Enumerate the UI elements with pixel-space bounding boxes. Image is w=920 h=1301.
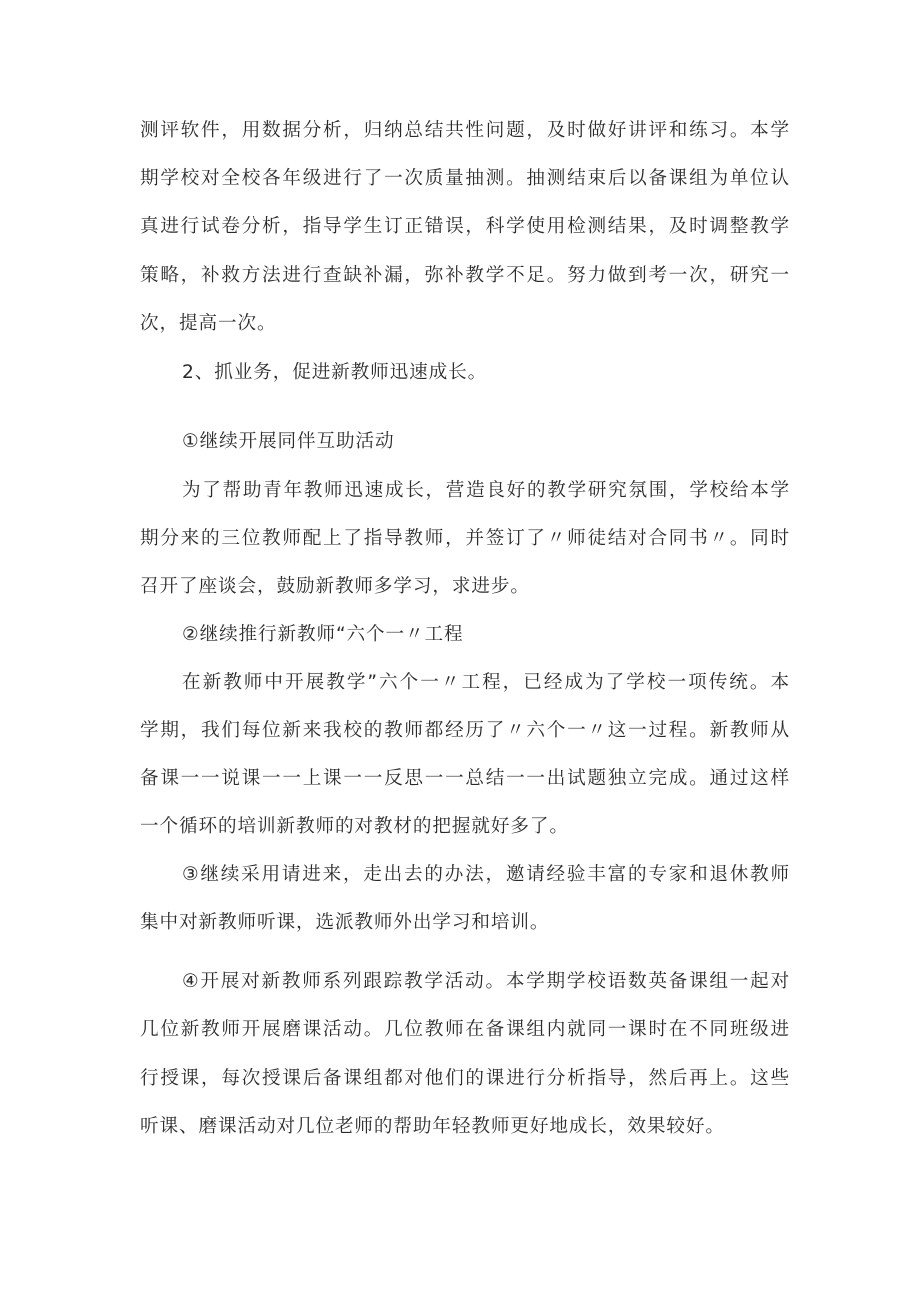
subsection-1-title: ①继续开展同伴互助活动	[182, 431, 395, 452]
subsection-2-line-3: 备课一一说课一一上课一一反思一一总结一一出试题独立完成。通过这样	[140, 768, 790, 789]
subsection-3-line-2: 集中对新教师听课，选派教师外出学习和培训。	[140, 912, 550, 933]
subsection-4-line-1: ④开展对新教师系列跟踪教学活动。本学期学校语数英备课组一起对	[182, 971, 790, 992]
paragraph-1-line-1: 测评软件，用数据分析，归纳总结共性问题，及时做好讲评和练习。本学	[140, 120, 790, 141]
subsection-4-line-3: 行授课，每次授课后备课组都对他们的课进行分析指导，然后再上。这些	[140, 1068, 790, 1089]
subsection-2-line-4: 一个循环的培训新教师的对教材的把握就好多了。	[140, 816, 569, 837]
paragraph-1-line-4: 策略，补救方法进行查缺补漏，弥补教学不足。努力做到考一次，研究一	[140, 265, 790, 286]
paragraph-1-line-2: 期学校对全校各年级进行了一次质量抽测。抽测结束后以备课组为单位认	[140, 168, 790, 189]
subsection-2-line-2: 学期，我们每位新来我校的教师都经历了〃六个一〃这一过程。新教师从	[140, 720, 790, 741]
paragraph-1-line-5: 次，提高一次。	[140, 313, 277, 334]
subsection-1-line-2: 期分来的三位教师配上了指导教师，并签订了〃师徒结对合同书〃。同时	[140, 528, 790, 549]
subsection-1-line-1: 为了帮助青年教师迅速成长，营造良好的教学研究氛围，学校给本学	[182, 480, 790, 501]
paragraph-1-line-3: 真进行试卷分析，指导学生订正错误，科学使用检测结果，及时调整教学	[140, 216, 790, 237]
subsection-4-line-4: 听课、磨课活动对几位老师的帮助年轻教师更好地成长，效果较好。	[140, 1116, 725, 1137]
subsection-4-line-2: 几位新教师开展磨课活动。几位教师在备课组内就同一课时在不同班级进	[140, 1019, 790, 1040]
subsection-2-line-1: 在新教师中开展教学”六个一〃工程，已经成为了学校一项传统。本	[182, 672, 790, 693]
subsection-3-line-1: ③继续采用请进来，走出去的办法，邀请经验丰富的专家和退休教师	[182, 864, 790, 885]
subsection-2-title: ②继续推行新教师“六个一〃工程	[182, 624, 464, 645]
section-heading-2: 2、抓业务，促进新教师迅速成长。	[182, 362, 488, 383]
subsection-1-line-3: 召开了座谈会，鼓励新教师多学习，求进步。	[140, 576, 530, 597]
